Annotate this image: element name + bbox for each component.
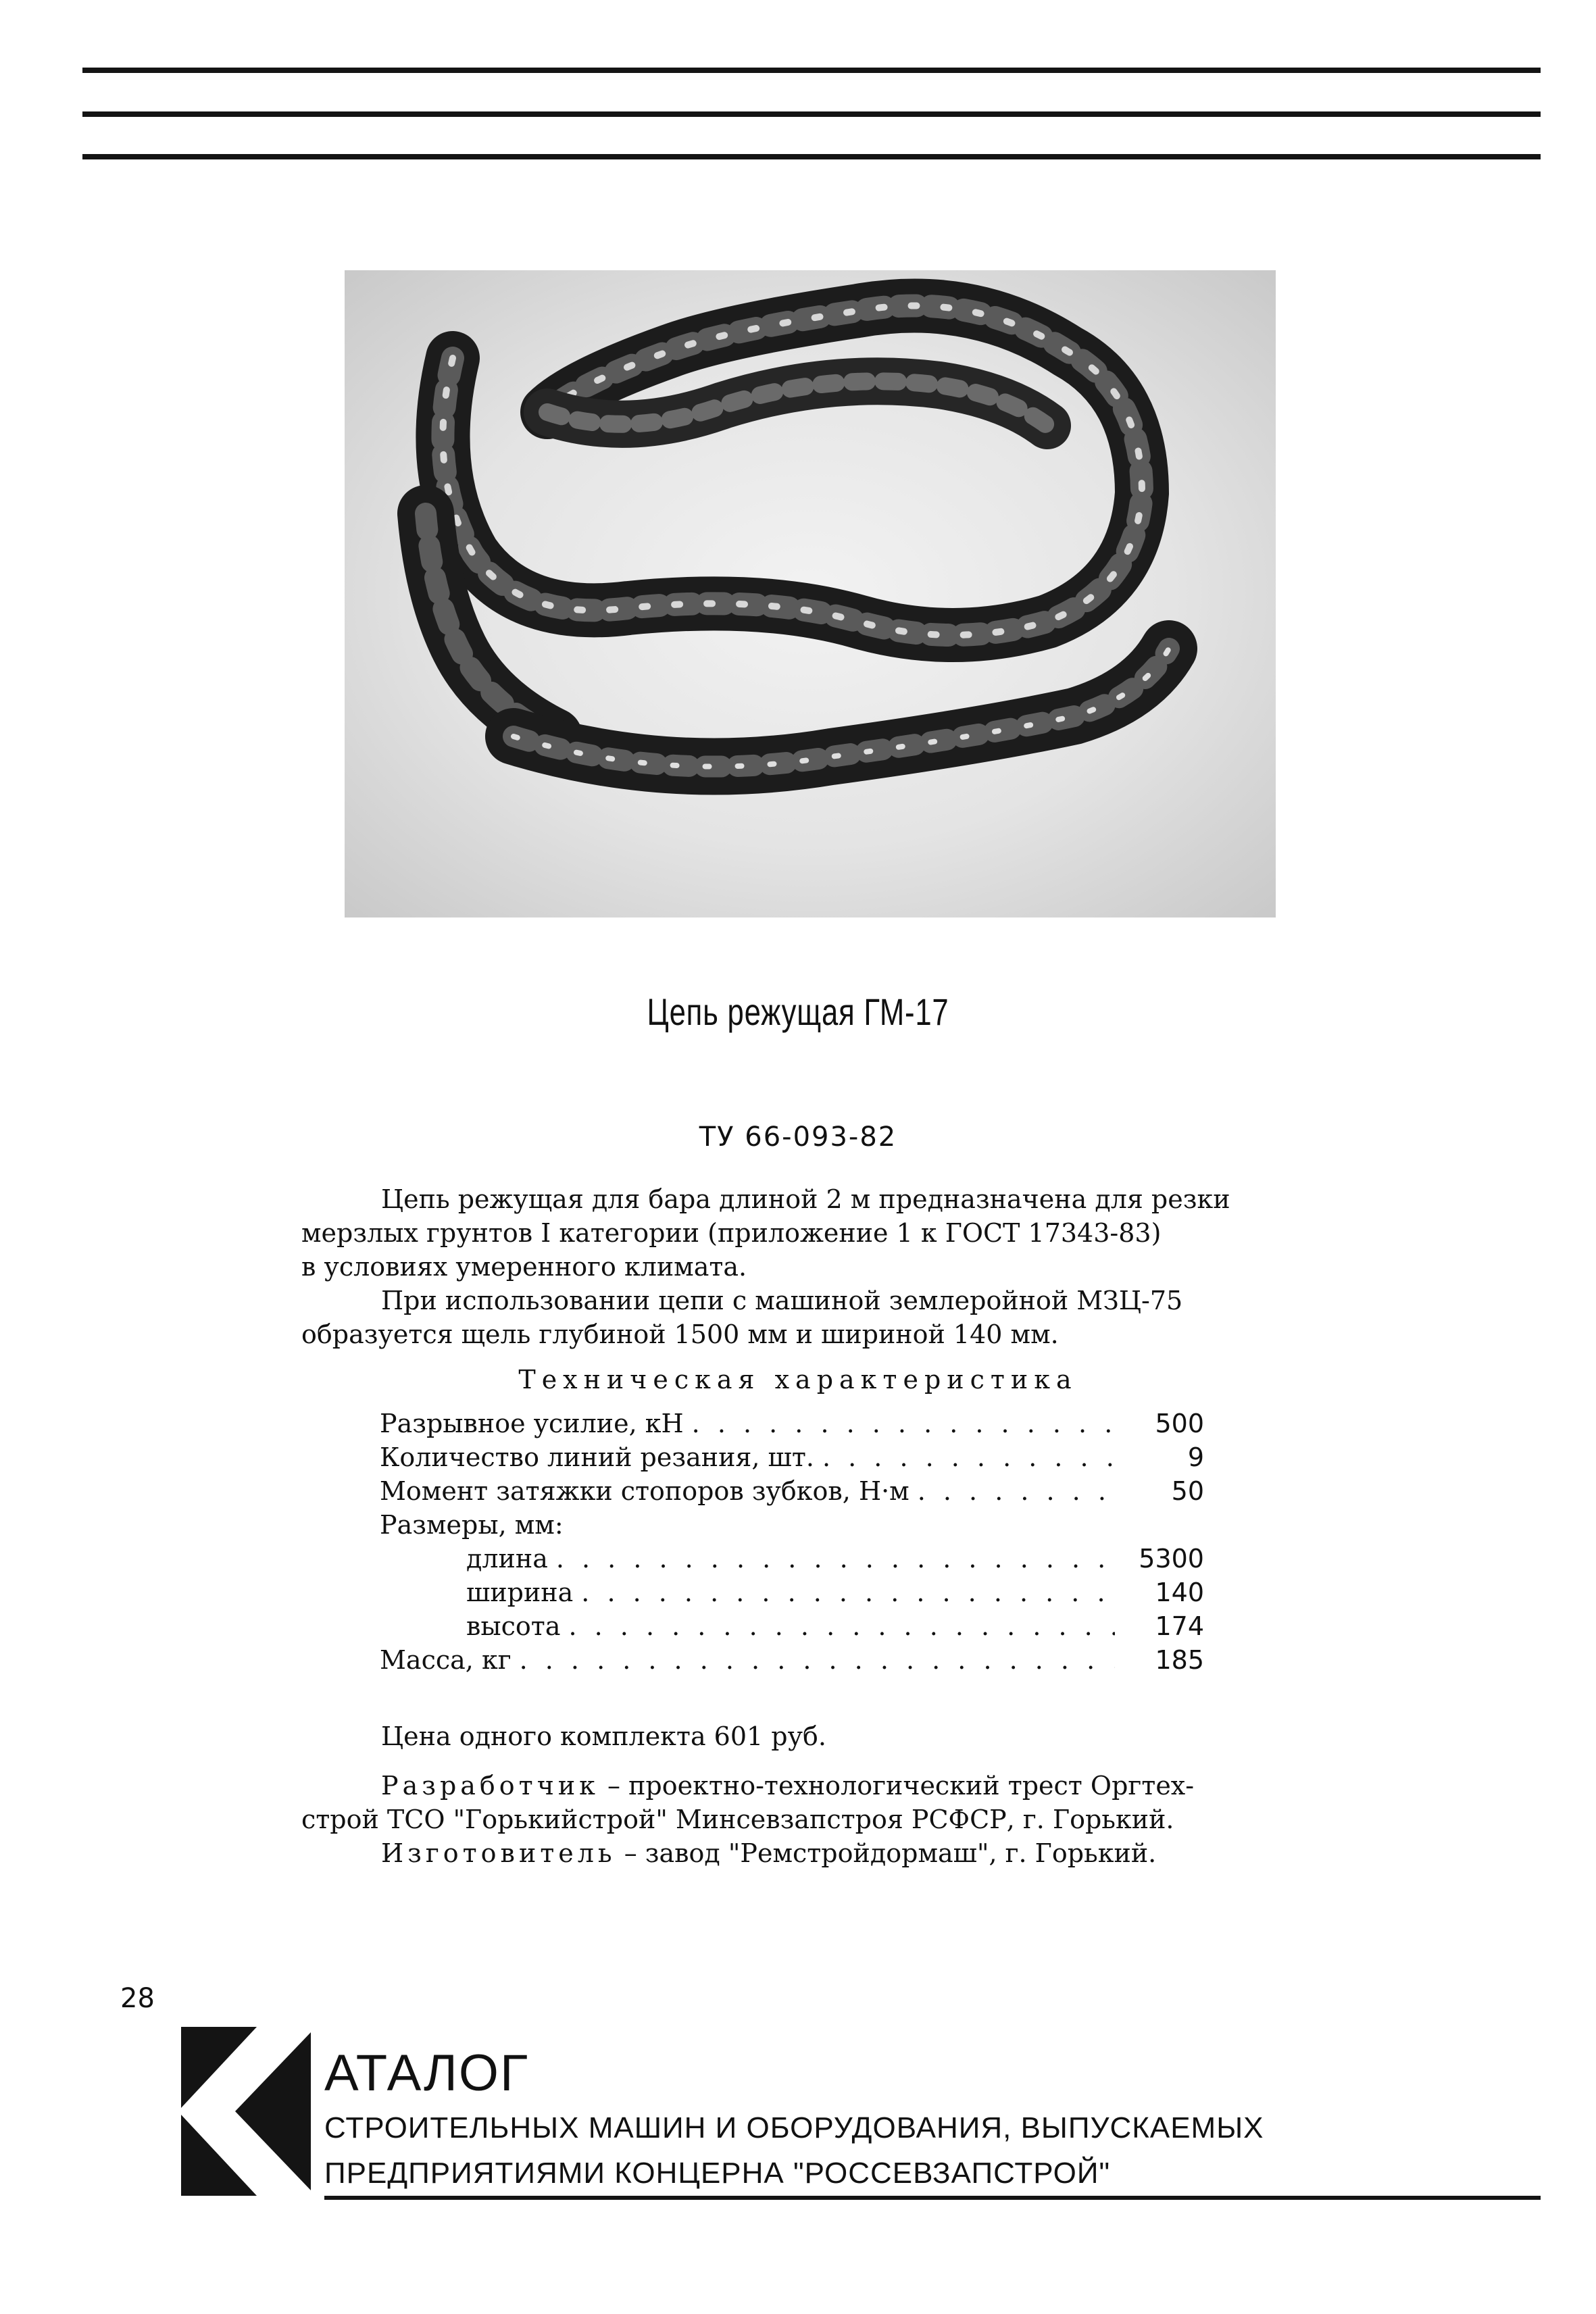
description-line: При использовании цепи с машиной землеройной МЗЦ-75 <box>381 1286 1183 1315</box>
spec-label: Размеры, мм: <box>380 1510 564 1540</box>
description-line: в условиях умеренного климата. <box>301 1252 747 1282</box>
cutting-chain-photo <box>345 270 1276 917</box>
spec-leader-dots <box>692 1409 1115 1438</box>
spec-leader-dots <box>520 1645 1115 1675</box>
spec-leader-dots <box>568 1611 1115 1641</box>
header-rule-bottom <box>82 154 1541 159</box>
chain-links <box>426 306 1169 767</box>
description-paragraph-2 <box>301 1284 1272 1351</box>
spec-row <box>380 1476 1204 1510</box>
spec-row <box>380 1409 1204 1442</box>
spec-list <box>380 1409 1204 1679</box>
spec-value: 185 <box>1155 1645 1204 1675</box>
spec-label: ширина <box>466 1578 574 1607</box>
chain-illustration <box>345 270 1276 917</box>
spec-label: высота <box>466 1611 561 1641</box>
description-paragraph-1 <box>301 1182 1272 1284</box>
manufacturer <box>301 1836 1272 1870</box>
header-rule-middle <box>82 111 1541 117</box>
spec-value: 500 <box>1155 1409 1204 1438</box>
spec-value: 9 <box>1187 1442 1204 1472</box>
spec-value: 174 <box>1155 1611 1204 1641</box>
spec-heading: Техническая характеристика <box>518 1365 1078 1394</box>
developer <box>301 1769 1272 1836</box>
description-line: Цепь режущая для бара длиной 2 м предназначена для резки <box>381 1184 1230 1214</box>
footer-rule <box>324 2196 1541 2200</box>
spec-row <box>380 1510 1204 1544</box>
spec-leader-dots <box>918 1476 1115 1506</box>
catalog-subtitle-line-1: СТРОИТЕЛЬНЫХ МАШИН И ОБОРУДОВАНИЯ, ВЫПУСКАЕМЫХ <box>324 2111 1264 2144</box>
description-line: мерзлых грунтов I категории (приложение 1 к ГОСТ 17343-83) <box>301 1218 1162 1248</box>
product-title: Цепь режущая ГМ-17 <box>647 990 949 1033</box>
spec-row <box>380 1544 1204 1578</box>
catalog-title: АТАЛОГ <box>324 2044 530 2102</box>
catalog-k-logo <box>122 2027 311 2196</box>
spec-leader-dots <box>581 1578 1115 1607</box>
spec-label: Масса, кг <box>380 1645 512 1675</box>
spec-row <box>380 1611 1204 1645</box>
spec-row <box>380 1645 1204 1679</box>
spec-leader-dots <box>556 1544 1115 1574</box>
page-number: 28 <box>120 1983 155 2014</box>
spec-value: 5300 <box>1139 1544 1204 1574</box>
spec-value: 140 <box>1155 1578 1204 1607</box>
developer-lead: Разработчик <box>381 1771 599 1801</box>
description-line: образуется щель глубиной 1500 мм и шириной 140 мм. <box>301 1319 1059 1349</box>
developer-text: – проектно-технологический трест Оргтех- <box>599 1771 1195 1801</box>
spec-row <box>380 1578 1204 1611</box>
manufacturer-line <box>301 1836 1272 1870</box>
spec-row <box>380 1442 1204 1476</box>
spec-leader-dots <box>822 1442 1115 1472</box>
price <box>301 1719 1272 1753</box>
spec-label: Разрывное усилие, кН <box>380 1409 684 1438</box>
manufacturer-text: – завод "Ремстройдормаш", г. Горький. <box>616 1838 1157 1868</box>
manufacturer-lead: Изготовитель <box>381 1838 616 1868</box>
spec-label: длина <box>466 1544 548 1574</box>
spec-label: Момент затяжки стопоров зубков, Н·м <box>380 1476 909 1506</box>
spec-label: Количество линий резания, шт. <box>380 1442 814 1472</box>
spec-value: 50 <box>1171 1476 1204 1506</box>
header-rule-top <box>82 68 1541 73</box>
developer-line-2: строй ТСО "Горькийстрой" Минсевзапстроя РСФСР, г. Горький. <box>301 1805 1174 1834</box>
developer-line-1 <box>301 1769 1272 1803</box>
catalog-subtitle-line-2: ПРЕДПРИЯТИЯМИ КОНЦЕРНА "РОССЕВЗАПСТРОЙ" <box>324 2157 1111 2190</box>
tech-spec-code: ТУ 66-093-82 <box>699 1122 897 1153</box>
price-text: Цена одного комплекта 601 руб. <box>381 1721 826 1751</box>
